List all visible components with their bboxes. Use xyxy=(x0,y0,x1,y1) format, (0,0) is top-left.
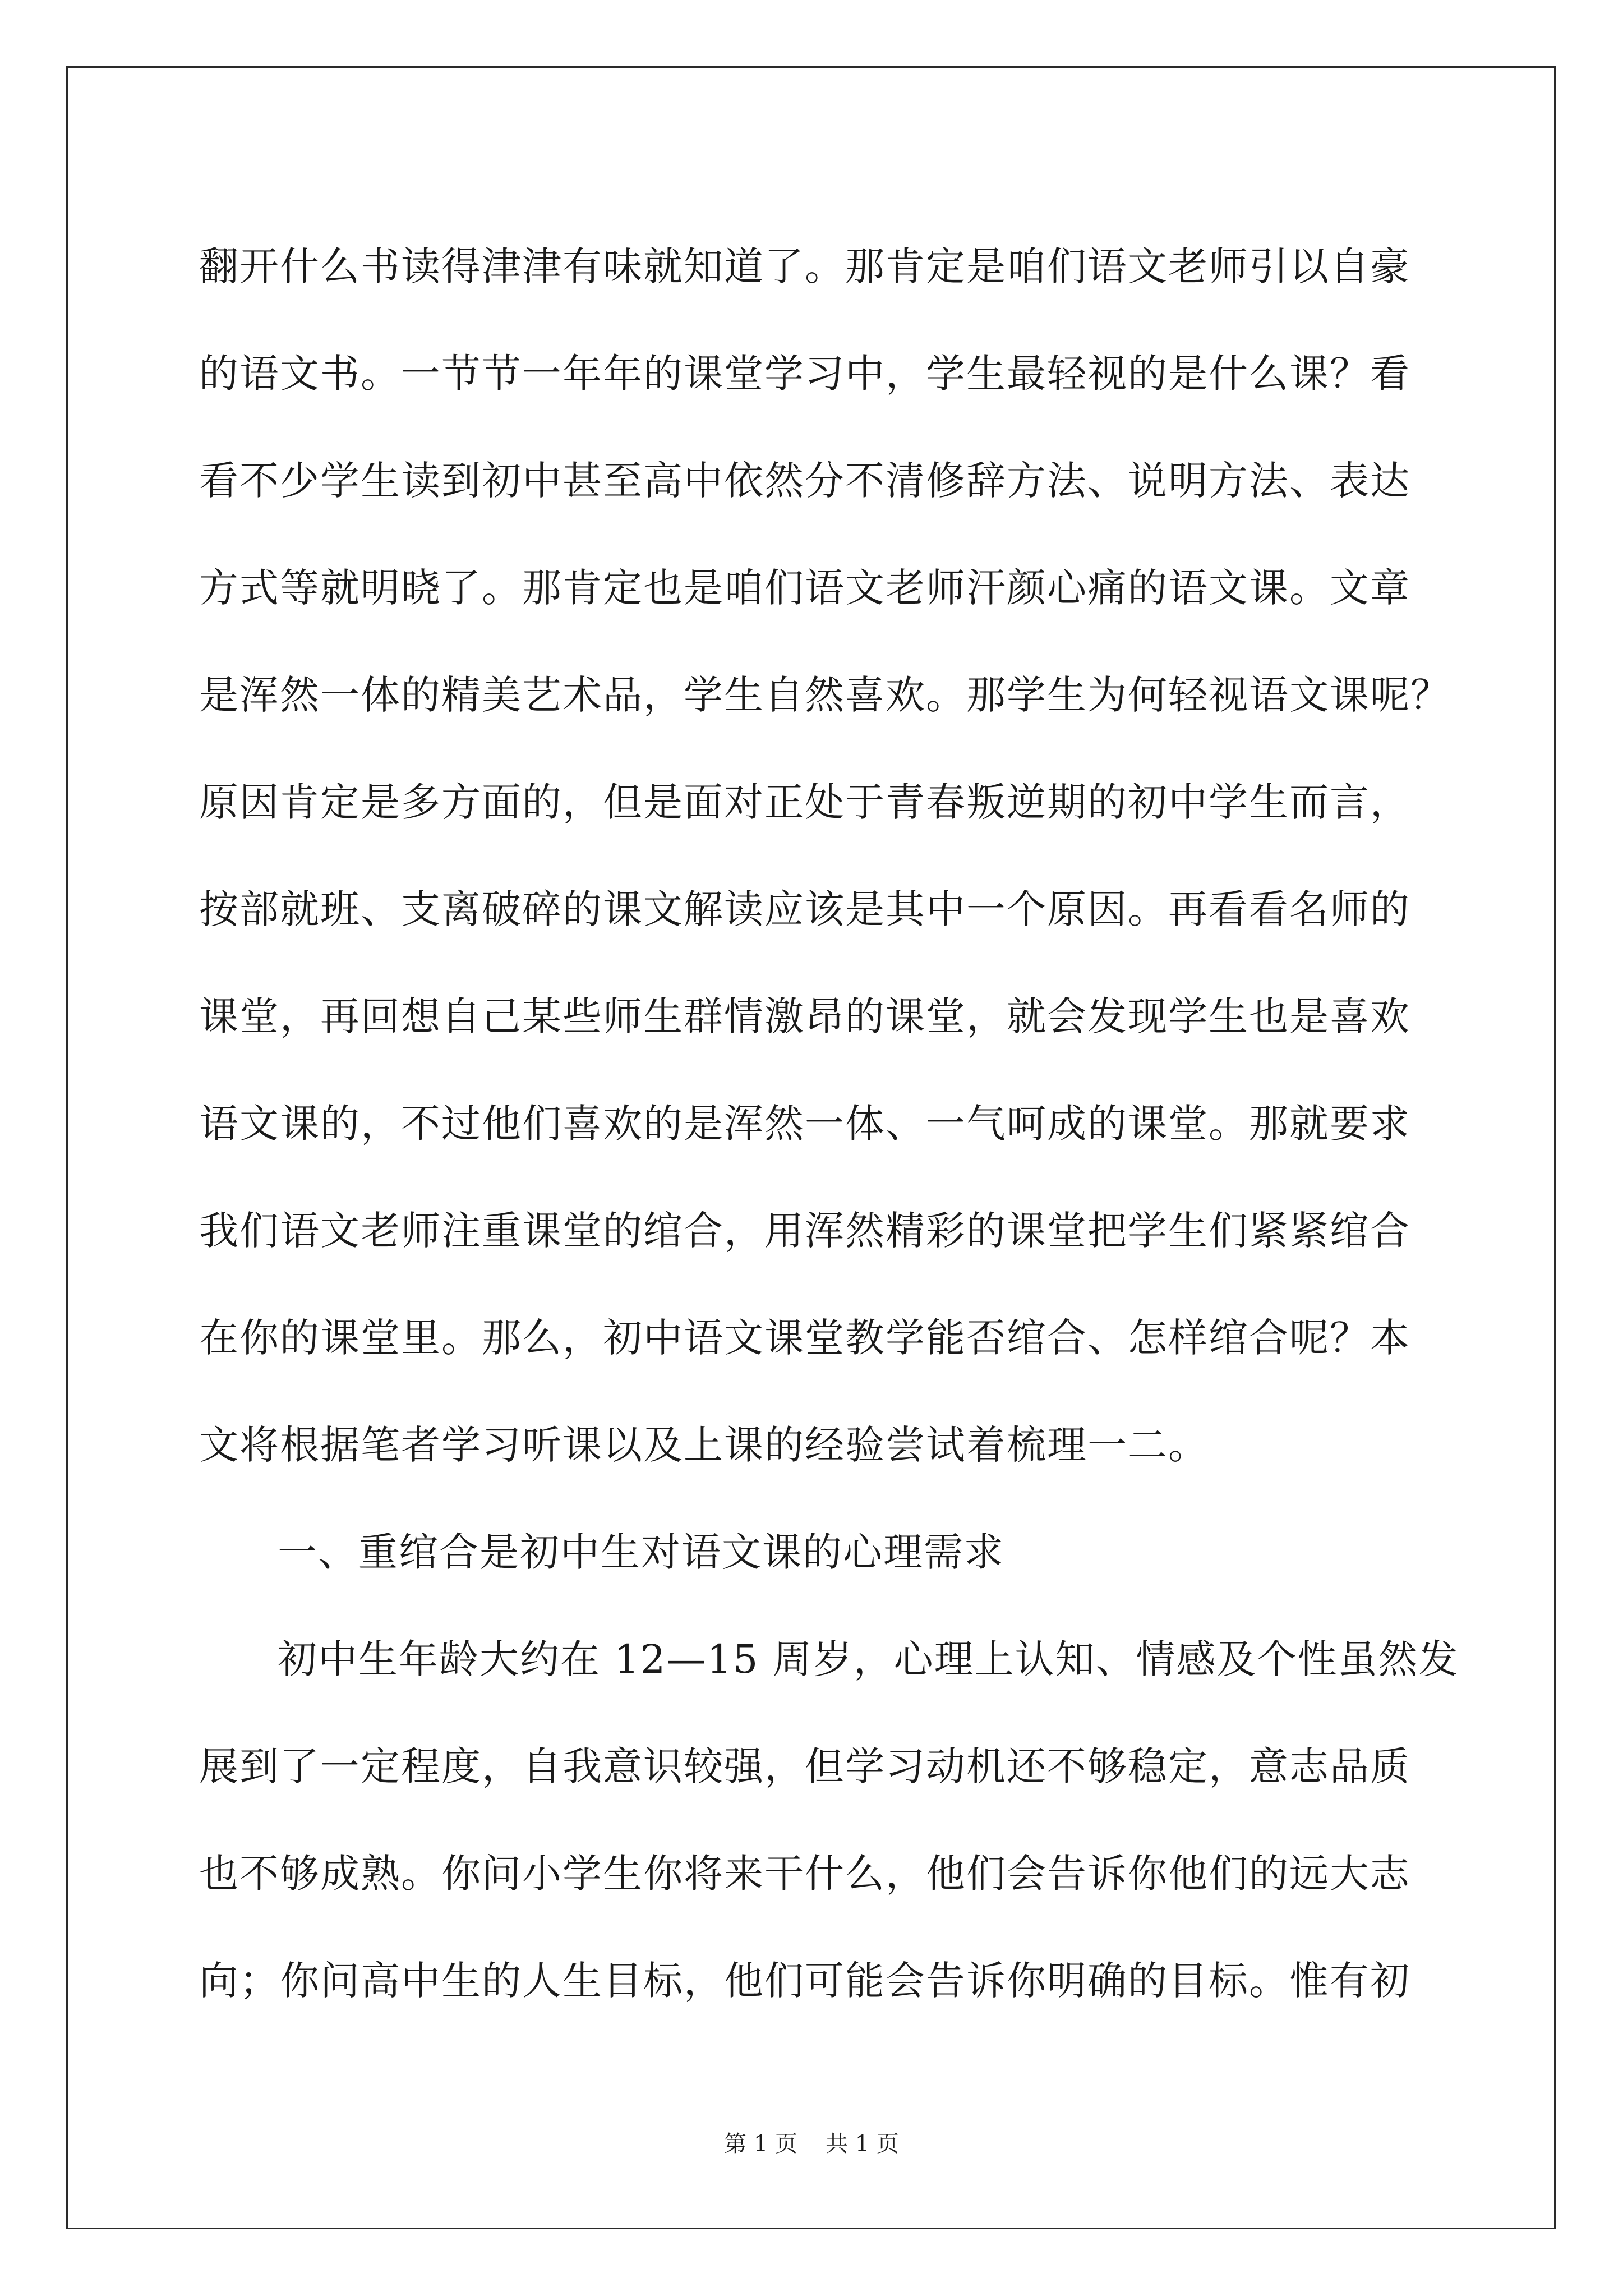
section-heading: 一、重绾合是初中生对语文课的心理需求 xyxy=(278,1529,1004,1575)
text-line-8: 课堂，再回想自己某些师生群情激昂的课堂，就会发现学生也是喜欢 xyxy=(199,993,1410,1039)
text-line-2: 的语文书。一节节一年年的课堂学习中，学生最轻视的是什么课？看 xyxy=(199,351,1410,397)
text-line-6: 原因肯定是多方面的，但是面对正处于青春叛逆期的初中学生而言， xyxy=(199,779,1410,825)
text-line-7: 按部就班、支离破碎的课文解读应该是其中一个原因。再看看名师的 xyxy=(199,886,1410,932)
text-line-17: 向；你问高中生的人生目标，他们可能会告诉你明确的目标。惟有初 xyxy=(199,1958,1410,2004)
text-line-14: 初中生年龄大约在 12—15 周岁，心理上认知、情感及个性虽然发 xyxy=(278,1636,1459,1682)
text-line-4: 方式等就明晓了。那肯定也是咱们语文老师汗颜心痛的语文课。文章 xyxy=(199,565,1410,611)
text-line-10: 我们语文老师注重课堂的绾合，用浑然精彩的课堂把学生们紧紧绾合 xyxy=(199,1208,1410,1254)
text-line-16: 也不够成熟。你问小学生你将来干什么，他们会告诉你他们的远大志 xyxy=(199,1851,1410,1897)
page-total: 共 1 页 xyxy=(826,2131,899,2157)
text-line-12: 文将根据笔者学习听课以及上课的经验尝试着梳理一二。 xyxy=(199,1422,1209,1468)
text-line-5: 是浑然一体的精美艺术品，学生自然喜欢。那学生为何轻视语文课呢？ xyxy=(199,672,1451,718)
text-line-15: 展到了一定程度，自我意识较强，但学习动机还不够稳定，意志品质 xyxy=(199,1743,1410,1789)
text-line-9: 语文课的，不过他们喜欢的是浑然一体、一气呵成的课堂。那就要求 xyxy=(199,1101,1410,1147)
text-line-11: 在你的课堂里。那么，初中语文课堂教学能否绾合、怎样绾合呢？本 xyxy=(199,1315,1410,1361)
page-number: 第 1 页 xyxy=(724,2131,797,2157)
page-footer xyxy=(0,2126,1623,2158)
text-line-1: 翻开什么书读得津津有味就知道了。那肯定是咱们语文老师引以自豪 xyxy=(199,243,1410,289)
text-line-3: 看不少学生读到初中甚至高中依然分不清修辞方法、说明方法、表达 xyxy=(199,458,1410,504)
document-body xyxy=(199,213,1459,2035)
